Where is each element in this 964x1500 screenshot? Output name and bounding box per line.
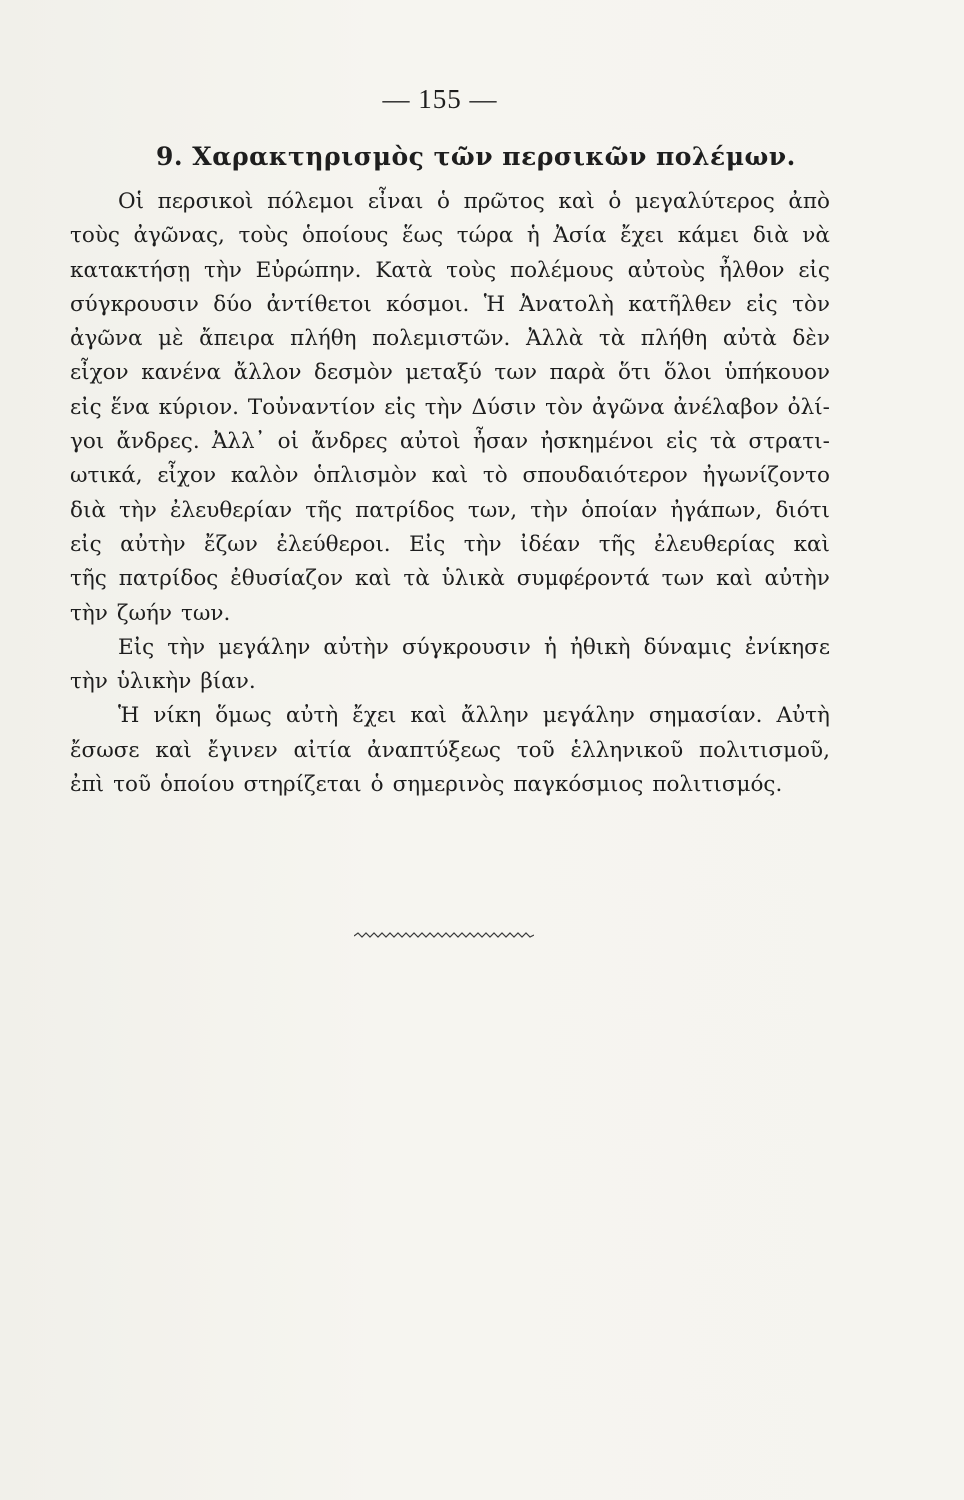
word: δεσμὸν <box>314 360 393 386</box>
word: Ἡ <box>118 703 140 729</box>
word: σημασίαν. <box>648 703 763 729</box>
body-text <box>70 185 830 802</box>
word: ἄνδρες <box>311 429 388 455</box>
word: ζωήν <box>116 600 172 626</box>
word: εἰς <box>798 257 830 283</box>
word: εἰς <box>666 429 698 455</box>
word: ὁποίους <box>301 223 389 249</box>
word: διότι <box>775 497 830 523</box>
text-line <box>70 425 830 459</box>
word: ἐλευθερίας <box>654 531 776 557</box>
word: πολιτισμοῦ, <box>698 737 830 763</box>
word: ἀγῶνα <box>592 394 665 420</box>
word: τὸν <box>545 394 584 420</box>
word: τοὺς <box>446 257 497 283</box>
word: σημερινὸς <box>392 772 505 798</box>
word: ἔχει <box>620 223 665 249</box>
word: εἶχον <box>70 360 129 386</box>
word: Ἀσία <box>553 223 607 249</box>
word: ἠθικὴ <box>569 634 631 660</box>
word: πατρίδος <box>355 497 455 523</box>
word: τὴν <box>70 600 108 626</box>
word: ἀναπτύξεως <box>367 737 501 763</box>
word: ἠσκημένοι <box>540 429 654 455</box>
word: μεγάλην <box>542 703 635 729</box>
word: τὸν <box>792 291 830 317</box>
word: τὰ <box>403 566 430 592</box>
word: καὶ <box>410 703 447 729</box>
text-line <box>70 254 830 288</box>
word: δὲν <box>792 326 830 352</box>
word: ὁ <box>437 189 450 214</box>
word: πολιτισμός. <box>652 772 783 798</box>
word: ωτικά, <box>70 463 143 489</box>
word: ἑλληνικοῦ <box>570 737 684 763</box>
word: ἠγάπων, <box>670 497 763 523</box>
word: συμφέροντά <box>516 566 650 592</box>
word: πλήθη <box>640 326 708 352</box>
word: ἄπειρα <box>199 326 275 352</box>
word: Οἱ <box>118 189 145 214</box>
text-line <box>70 562 830 596</box>
word: ὁ <box>608 189 622 214</box>
word: πόλεμοι <box>267 189 355 214</box>
word: τὴν <box>119 497 157 523</box>
word: καὶ <box>558 189 595 214</box>
word: διὰ <box>70 497 106 523</box>
word: δύο <box>213 291 253 317</box>
word: ἄνδρες. <box>116 429 200 455</box>
word: ἀντίθετοι <box>266 291 372 317</box>
word: αὐτοὶ <box>399 429 461 455</box>
word: τοὺς <box>70 223 120 249</box>
word: ἐπὶ <box>70 772 105 798</box>
word: ἔχει <box>352 703 397 729</box>
word: οἱ <box>277 429 300 455</box>
word: ἐλευθερίαν <box>169 497 293 523</box>
word: ἕως <box>402 223 444 249</box>
word: νίκη <box>153 703 202 729</box>
word: τὴν <box>167 634 206 660</box>
word: ἡ <box>543 634 557 660</box>
text-line <box>70 219 830 253</box>
text-line <box>70 768 830 802</box>
word: ὅμως <box>215 703 272 729</box>
word: μεγάλην <box>218 634 311 660</box>
word: τοῦ <box>113 772 152 798</box>
word: κατῆλθεν <box>628 291 732 317</box>
text-line <box>70 665 830 699</box>
word: κόσμοι. <box>386 291 470 317</box>
section-heading: 9. Χαρακτηρισμὸς τῶν περσικῶν πολέμων. <box>156 142 796 171</box>
text-line <box>70 288 830 322</box>
word: καὶ <box>716 566 753 592</box>
word: μεταξύ <box>405 360 482 386</box>
word: ἡ <box>526 223 540 249</box>
word: κύριον. <box>158 394 240 420</box>
word: εἰς <box>70 394 102 420</box>
word: εἰς <box>746 291 778 317</box>
word: σύγκρουσιν <box>70 291 199 317</box>
word: εἰς <box>70 531 102 557</box>
word: ἐλεύθεροι. <box>276 531 391 557</box>
word: πολεμιστῶν. <box>372 326 511 352</box>
word: ἦλθον <box>719 257 785 283</box>
word: αἰτία <box>293 737 352 763</box>
word: κανένα <box>141 360 221 386</box>
word: τὰ <box>598 326 626 352</box>
text-line <box>70 185 830 219</box>
word: στρατι- <box>748 429 830 455</box>
word: καὶ <box>155 737 192 763</box>
word: ἀνέλαβον <box>673 394 779 420</box>
word: ὅλοι <box>663 360 712 386</box>
word: παγκόσμιος <box>513 772 644 798</box>
word: πατρίδος <box>118 566 219 592</box>
word: Ἀλλ᾽ <box>211 429 266 455</box>
word: πλήθη <box>290 326 357 352</box>
word: Ἡ <box>483 291 506 317</box>
word: ἔζων <box>204 531 258 557</box>
word: τῆς <box>598 531 636 557</box>
text-line <box>70 459 830 493</box>
word: ὀλί- <box>787 394 830 420</box>
word: αὐτοὺς <box>627 257 706 283</box>
word: ὁπλισμὸν <box>313 463 417 489</box>
text-line <box>70 356 830 390</box>
word: καὶ <box>793 531 830 557</box>
word: εἶχον <box>157 463 217 489</box>
word: ὁποίου <box>160 772 235 798</box>
text-line <box>70 631 830 665</box>
word: των, <box>467 497 518 523</box>
word: πρῶτος <box>463 189 545 214</box>
word: ὑλικὰ <box>441 566 505 592</box>
word: αὐτὴν <box>764 566 830 592</box>
word: ὅτι <box>617 360 652 386</box>
word: Εἰς <box>118 634 155 660</box>
text-line <box>70 597 830 631</box>
word: ὁ <box>370 772 384 798</box>
word: τὸ <box>482 463 508 489</box>
word: τὴν <box>424 394 463 420</box>
word: ἀγῶνα <box>70 326 143 352</box>
word: τὴν <box>463 531 502 557</box>
word: ἔγινεν <box>207 737 278 763</box>
word: στηρίζεται <box>243 772 362 798</box>
word: τὴν <box>203 257 242 283</box>
word: των. <box>181 600 231 626</box>
word: ἐθυσίαζον <box>230 566 344 592</box>
text-line <box>70 322 830 356</box>
word: νὰ <box>802 223 830 249</box>
word: τοῦ <box>516 737 555 763</box>
word: τὰ <box>709 429 737 455</box>
word: ἀγῶνας, <box>133 223 225 249</box>
word: ἀπὸ <box>788 189 830 214</box>
word: Εἰς <box>409 531 446 557</box>
word: εἰς <box>384 394 416 420</box>
word: περσικοὶ <box>157 189 254 214</box>
word: σπουδαιότερον <box>522 463 688 489</box>
word: καλὸν <box>230 463 299 489</box>
word: ὑλικὴν <box>116 669 192 695</box>
word: βίαν. <box>200 669 256 695</box>
text-line <box>70 391 830 425</box>
word: Ἀνατολὴ <box>519 291 614 317</box>
word: αὐτὰ <box>722 326 777 352</box>
word: Αὐτὴ <box>776 703 830 729</box>
word: ἐνίκησε <box>744 634 830 660</box>
word: καὶ <box>355 566 392 592</box>
wavy-separator <box>354 930 534 942</box>
word: ὁποίαν <box>581 497 658 523</box>
word: τὴν <box>70 669 108 695</box>
word: δύναμις <box>643 634 732 660</box>
word: ὑπήκουον <box>724 360 830 386</box>
page-number: — 155 — <box>382 84 498 114</box>
word: αὐτὴ <box>285 703 339 729</box>
word: κατακτήσῃ <box>70 257 191 283</box>
word: Κατὰ <box>375 257 433 283</box>
word: μὲ <box>158 326 184 352</box>
word: Εὐρώπην. <box>255 257 362 283</box>
word: Δύσιν <box>471 394 537 420</box>
word: γοι <box>70 429 105 455</box>
word: ἕνα <box>110 394 150 420</box>
word: Τοὐναντίον <box>247 394 376 420</box>
word: παρὰ <box>549 360 606 386</box>
word: εἶναι <box>367 189 424 214</box>
word: αὐτὴν <box>323 634 389 660</box>
word: αὐτὴν <box>120 531 186 557</box>
word: ἔσωσε <box>70 737 140 763</box>
text-line <box>70 494 830 528</box>
word: κάμει <box>677 223 740 249</box>
text-line <box>70 699 830 733</box>
word: πολέμους <box>509 257 614 283</box>
word: ἄλλον <box>233 360 302 386</box>
word: καὶ <box>431 463 469 489</box>
word: τὴν <box>530 497 569 523</box>
text-line <box>70 528 830 562</box>
word: διὰ <box>752 223 789 249</box>
word: ἰδέαν <box>520 531 581 557</box>
word: σύγκρουσιν <box>401 634 531 660</box>
word: τῆς <box>70 566 107 592</box>
word: τῆς <box>305 497 343 523</box>
word: Ἀλλὰ <box>525 326 584 352</box>
word: μεγαλύτερος <box>634 189 775 214</box>
word: ἄλλην <box>460 703 529 729</box>
word: ἦσαν <box>472 429 529 455</box>
word: των <box>494 360 537 386</box>
word: ἠγωνίζοντο <box>702 463 830 489</box>
word: τοὺς <box>238 223 289 249</box>
word: των <box>661 566 705 592</box>
text-line <box>70 734 830 768</box>
word: τώρα <box>456 223 514 249</box>
